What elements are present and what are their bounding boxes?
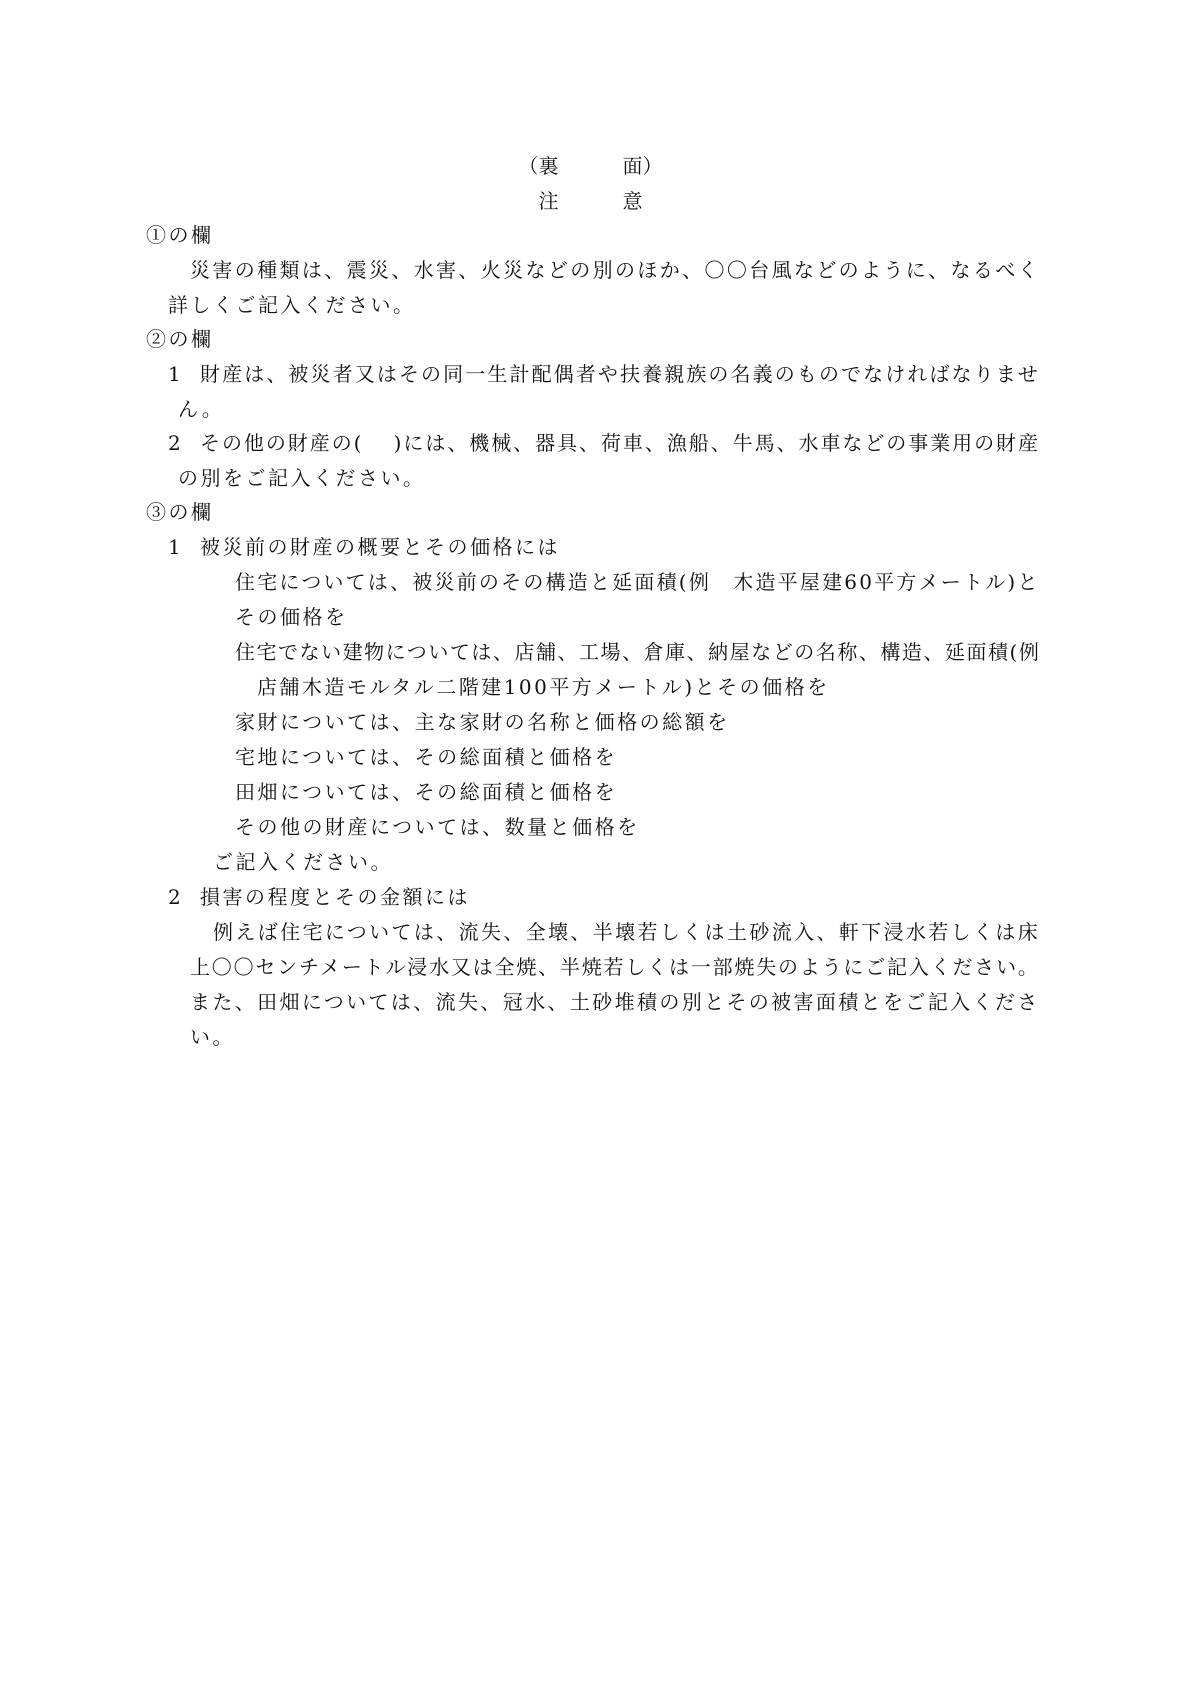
- section3-item2-number: 2: [168, 885, 184, 909]
- section3-item1-line: その価格を: [235, 605, 348, 629]
- section3-item1-line: 家財については、主な家財の名称と価格の総額を: [235, 710, 730, 734]
- section1-line: 詳しくご記入ください。: [168, 293, 416, 317]
- section3-item2-title: 損害の程度とその金額には: [200, 885, 470, 909]
- section2-item-number: 1: [168, 362, 184, 386]
- section3-item1-line: その他の財産については、数量と価格を: [235, 815, 640, 839]
- section3-item2-line: 例えば住宅については、流失、全壊、半壊若しくは土砂流入、軒下浸水若しくは床: [213, 920, 1041, 944]
- section3-item1-line: 店舗木造モルタル二階建100平方メートル)とその価格を: [257, 675, 830, 699]
- page-title: [0, 154, 1181, 178]
- section3-item1-line: 住宅については、被災前のその構造と延面積(例 木造平屋建60平方メートル)と: [235, 570, 1040, 594]
- section1-heading: ①の欄: [146, 223, 214, 247]
- page-subtitle: [0, 189, 1181, 213]
- section3-item1-line: 田畑については、その総面積と価格を: [235, 780, 618, 804]
- section3-item1-line: 宅地については、その総面積と価格を: [235, 745, 618, 769]
- section3-item1-closing: ご記入ください。: [213, 850, 393, 874]
- title-open: （裏: [518, 154, 559, 178]
- section2-item-line: の別をご記入ください。: [178, 466, 426, 490]
- subtitle-left: 注: [538, 189, 559, 213]
- section3-item2-line: い。: [190, 1025, 235, 1049]
- section3-item2-line: また、田畑については、流失、冠水、土砂堆積の別とその被害面積とをご記入くださ: [190, 990, 1040, 1014]
- section2-item-line: 財産は、被災者又はその同一生計配偶者や扶養親族の名義のものでなければなりませ: [200, 362, 1040, 386]
- section2-item-line: ん。: [178, 397, 225, 421]
- section2-item-number: 2: [168, 431, 184, 455]
- section3-item1-line: 住宅でない建物については、店舗、工場、倉庫、納屋などの名称、構造、延面積(例: [235, 640, 1041, 664]
- section2-item-line: その他の財産の( )には、機械、器具、荷車、漁船、牛馬、水車などの事業用の財産: [200, 431, 1040, 455]
- subtitle-right: 意: [622, 189, 643, 213]
- title-close: 面）: [622, 154, 663, 178]
- section3-item2-line: 上〇〇センチメートル浸水又は全焼、半焼若しくは一部焼失のようにご記入ください。: [190, 955, 1040, 979]
- section3-heading: ③の欄: [146, 500, 214, 524]
- section2-heading: ②の欄: [146, 327, 214, 351]
- section3-item1-title: 被災前の財産の概要とその価格には: [200, 535, 560, 559]
- section1-line: 災害の種類は、震災、水害、火災などの別のほか、〇〇台風などのように、なるべく: [190, 258, 1040, 282]
- section3-item1-number: 1: [168, 535, 184, 559]
